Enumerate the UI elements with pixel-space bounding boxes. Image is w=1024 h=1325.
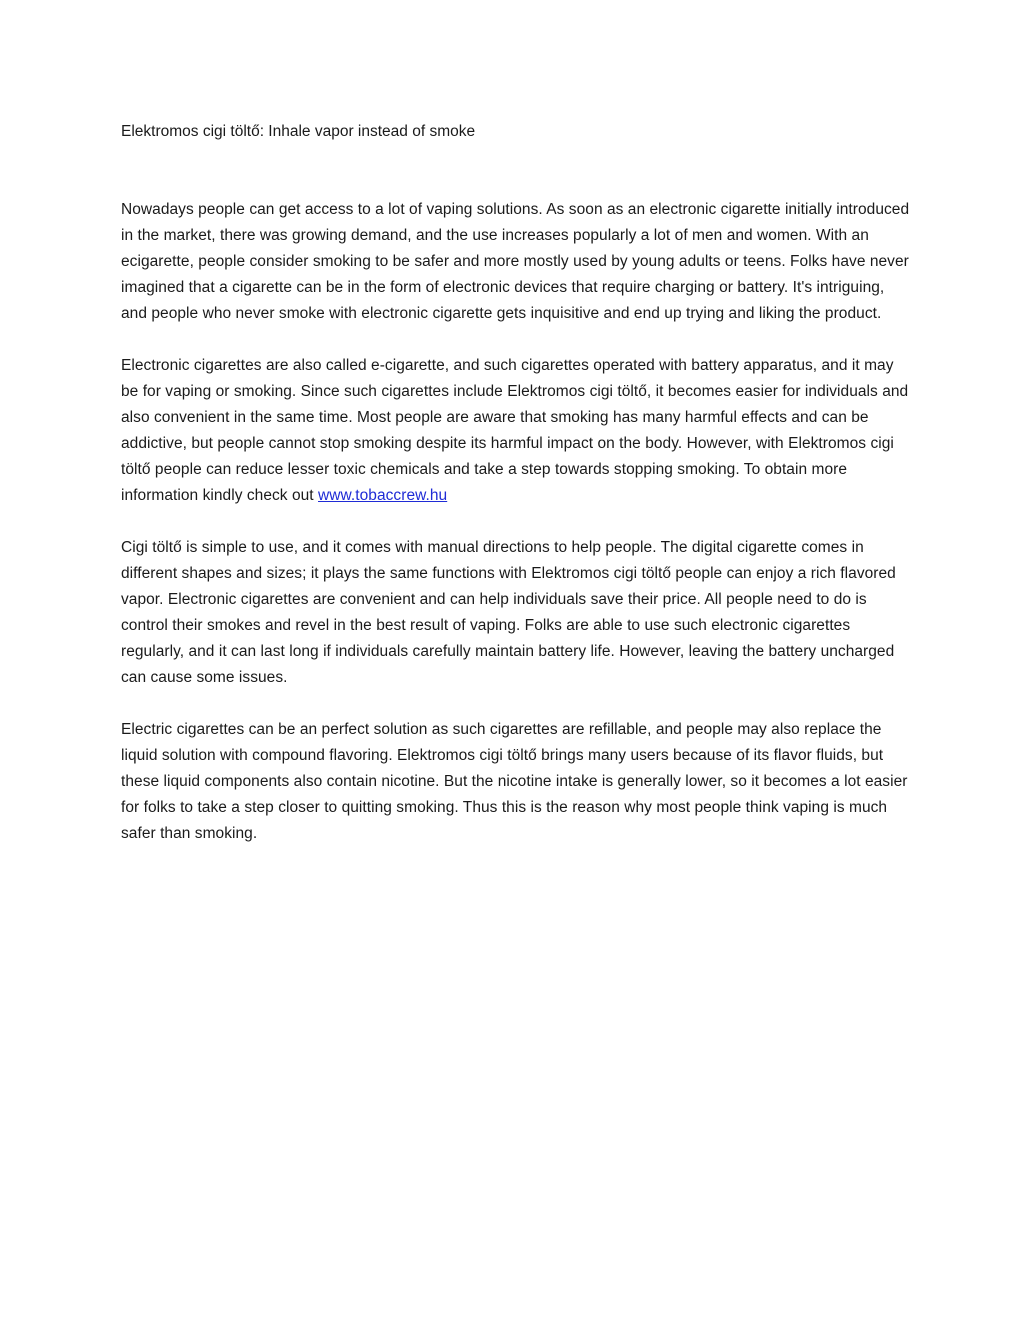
title-spacer [121,145,911,197]
paragraph-intro: Nowadays people can get access to a lot of vaping solutions. As soon as an electronic cigarette initially introduced in the market, there was growing demand, and the use increases popularly a lot of men and women. With an ecigarette, people consider smoking to be safer and more mostly used by young adults or teens. Folks have never imagined that a cigarette can be in the form of electronic devices that require charging or battery. It's intriguing, and people who never smoke with electronic cigarette gets inquisitive and end up trying and liking the product. [121,201,910,322]
document-page [121,119,911,873]
tobaccrew-link[interactable]: www.tobaccrew.hu [318,487,448,504]
paragraph-electronic-cigarettes [121,353,911,509]
document-title: Elektromos cigi töltő: Inhale vapor instead of smoke [121,123,476,140]
paragraph-cigi-tolto: Cigi töltő is simple to use, and it comes with manual directions to help people. The digital cigarette comes in different shapes and sizes; it plays the same functions with Elektromos cigi töltő people can enjoy a rich flavored vapor. Electronic cigarettes are convenient and can help individuals save their price. All people need to do is control their smokes and revel in the best result of vaping. Folks are able to use such electronic cigarettes regularly, and it can last long if individuals carefully maintain battery life. However, leaving the battery uncharged can cause some issues. [121,539,896,686]
paragraph-electric-cigarettes: Electric cigarettes can be an perfect solution as such cigarettes are refillable, and people may also replace the liquid solution with compound flavoring. Elektromos cigi töltő brings many users because of its flavor fluids, but these liquid components also contain nicotine. But the nicotine intake is generally lower, so it becomes a lot easier for folks to take a step closer to quitting smoking. Thus this is the reason why most people think vaping is much safer than smoking. [121,721,908,842]
paragraph-electronic-cigarettes-text: Electronic cigarettes are also called e-cigarette, and such cigarettes operated with battery apparatus, and it may be for vaping or smoking. Since such cigarettes include Elektromos cigi töltő, it becomes easier for individuals and also convenient in the same time. Most people are aware that smoking has many harmful effects and can be addictive, but people cannot stop smoking despite its harmful impact on the body. However, with Elektromos cigi töltő people can reduce lesser toxic chemicals and take a step towards stopping smoking. To obtain more information kindly check out [121,357,909,504]
